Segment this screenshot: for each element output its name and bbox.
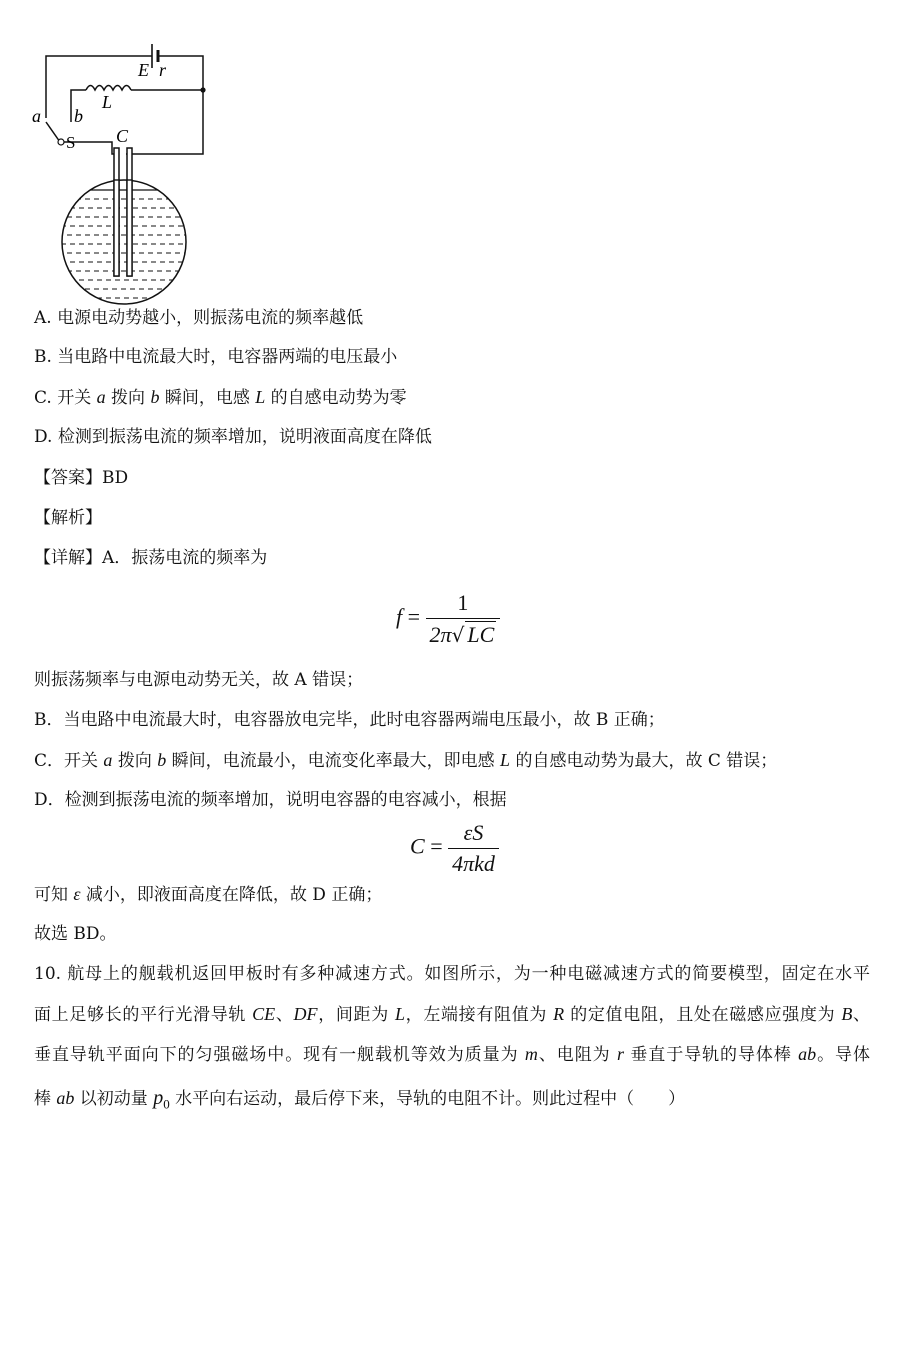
q10-line4: 棒 ab 以初动量 $p_0$ 水平向右运动，最后停下来，导轨的电阻不计。则此过程中（ ） (34, 1087, 686, 1112)
answer: 【答案】BD (34, 468, 129, 488)
q10-line3: 垂直导轨平面向下的匀强磁场中。现有一舰载机等效为质量为 m、电阻为 r 垂直于导轨的导体棒 ab。导体 (34, 1044, 871, 1065)
analysis-label: 【解析】 (34, 508, 102, 528)
frequency-formula: f = $\frac{1}{2\pi√ LC}$ (396, 590, 500, 648)
option-b: B. 当电路中电流最大时，电容器两端的电压最小 (34, 347, 398, 367)
label-b: b (74, 106, 83, 126)
switch-pivot (58, 139, 64, 145)
line-a2: 则振荡频率与电源电动势无关，故 A 错误； (34, 670, 364, 690)
line-final: 故选 BD。 (34, 924, 117, 944)
line-c: C．开关 a 拨向 b 瞬间，电流最小，电流变化率最大，即电感 L 的自感电动势为最大，故 C 错误； (34, 750, 778, 771)
q10-line2: 面上足够长的平行光滑导轨 CE、DF，间距为 L，左端接有阻值为 R 的定值电阻，且处在磁感应强度为 B、 (34, 1004, 871, 1025)
option-c: C. 开关 a 拨向 b 瞬间，电感 L 的自感电动势为零 (34, 387, 407, 408)
detail-a: 【详解】A．振荡电流的频率为 (34, 548, 268, 568)
junction-dot (200, 87, 205, 92)
label-a: a (32, 106, 41, 126)
q10-line1: 10. 航母上的舰载机返回甲板时有多种减速方式。如图所示，为一种电磁减速方式的简要模型，固定在水平 (34, 964, 870, 984)
lc-circuit-diagram (28, 30, 258, 315)
label-C: C (116, 126, 129, 146)
option-a: A. 电源电动势越小，则振荡电流的频率越低 (34, 308, 364, 328)
label-S: S (66, 133, 76, 152)
line-d: D．检测到振荡电流的频率增加，说明电容器的电容减小，根据 (34, 790, 507, 810)
capacitance-formula: C = $\frac{\varepsilon S}{\text{4πkd}}$ (410, 820, 499, 877)
line-b: B．当电路中电流最大时，电容器放电完毕，此时电容器两端电压最小，故 B 正确； (34, 710, 665, 730)
label-L: L (102, 92, 113, 112)
option-d: D. 检测到振荡电流的频率增加，说明液面高度在降低 (34, 427, 432, 447)
label-r: r (159, 60, 167, 80)
line-d2: 可知 ε 减小，即液面高度在降低，故 D 正确； (34, 884, 383, 905)
label-E: E (138, 60, 149, 80)
